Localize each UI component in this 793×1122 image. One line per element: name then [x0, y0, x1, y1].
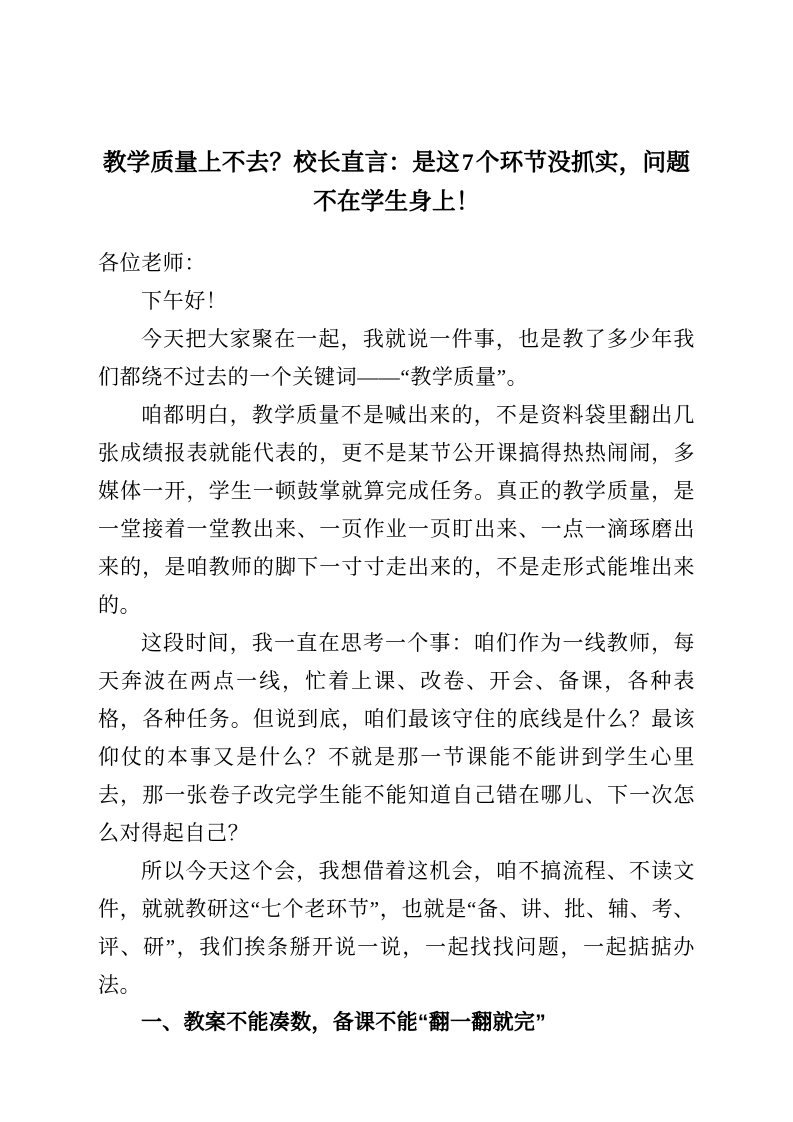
salutation: 各位老师： [98, 251, 206, 275]
body-paragraph-3: 咱都明白，教学质量不是喊出来的，不是资料袋里翻出几张成绩报表就能代表的，更不是某节公开课搞得热热闹闹，多媒体一开，学生一顿鼓掌就算完成任务。真正的教学质量，是一堂接着一堂教出来、一页作业一页盯出来、一点一滴琢磨出来的，是咱教师的脚下一寸寸走出来的，不是走形式能堆出来的。 [98, 403, 695, 617]
body-paragraph-5: 所以今天这个会，我想借着这机会，咱不搞流程、不读文件，就就教研这“七个老环节”，也就是“备、讲、批、辅、考、评、研”，我们挨条掰开说一说，一起找找问题，一起掂掂办法。 [98, 859, 695, 997]
body-paragraph-1: 下午好！ [141, 289, 228, 313]
title-line1-after-number: 个环节没抓实，问 [475, 149, 667, 175]
page-title [98, 143, 695, 220]
document-content [98, 143, 695, 1042]
body-paragraph-4: 这段时间，我一直在思考一个事：咱们作为一线教师，每天奔波在两点一线，忙着上课、改卷、开会、备课，各种表格，各种任务。但说到底，咱们最该守住的底线是什么？最该仰仗的本事又是什么？不就是那一节课能不能讲到学生心里去，那一张卷子改完学生能不能知道自己错在哪儿、下一次怎么对得起自己？ [98, 631, 695, 845]
title-number: 7 [461, 150, 474, 176]
section-heading-1: 一、教案不能凑数，备课不能“翻一翻就完” [141, 1011, 546, 1034]
title-line1-before-number: 教学质量上不去？校长直言：是这 [102, 149, 460, 175]
body-paragraph-2: 今天把大家聚在一起，我就说一件事，也是教了多少年我们都绕不过去的一个关键词——“教学质量”。 [98, 327, 695, 389]
title-line2: 题不在学生身上！ [313, 149, 691, 214]
